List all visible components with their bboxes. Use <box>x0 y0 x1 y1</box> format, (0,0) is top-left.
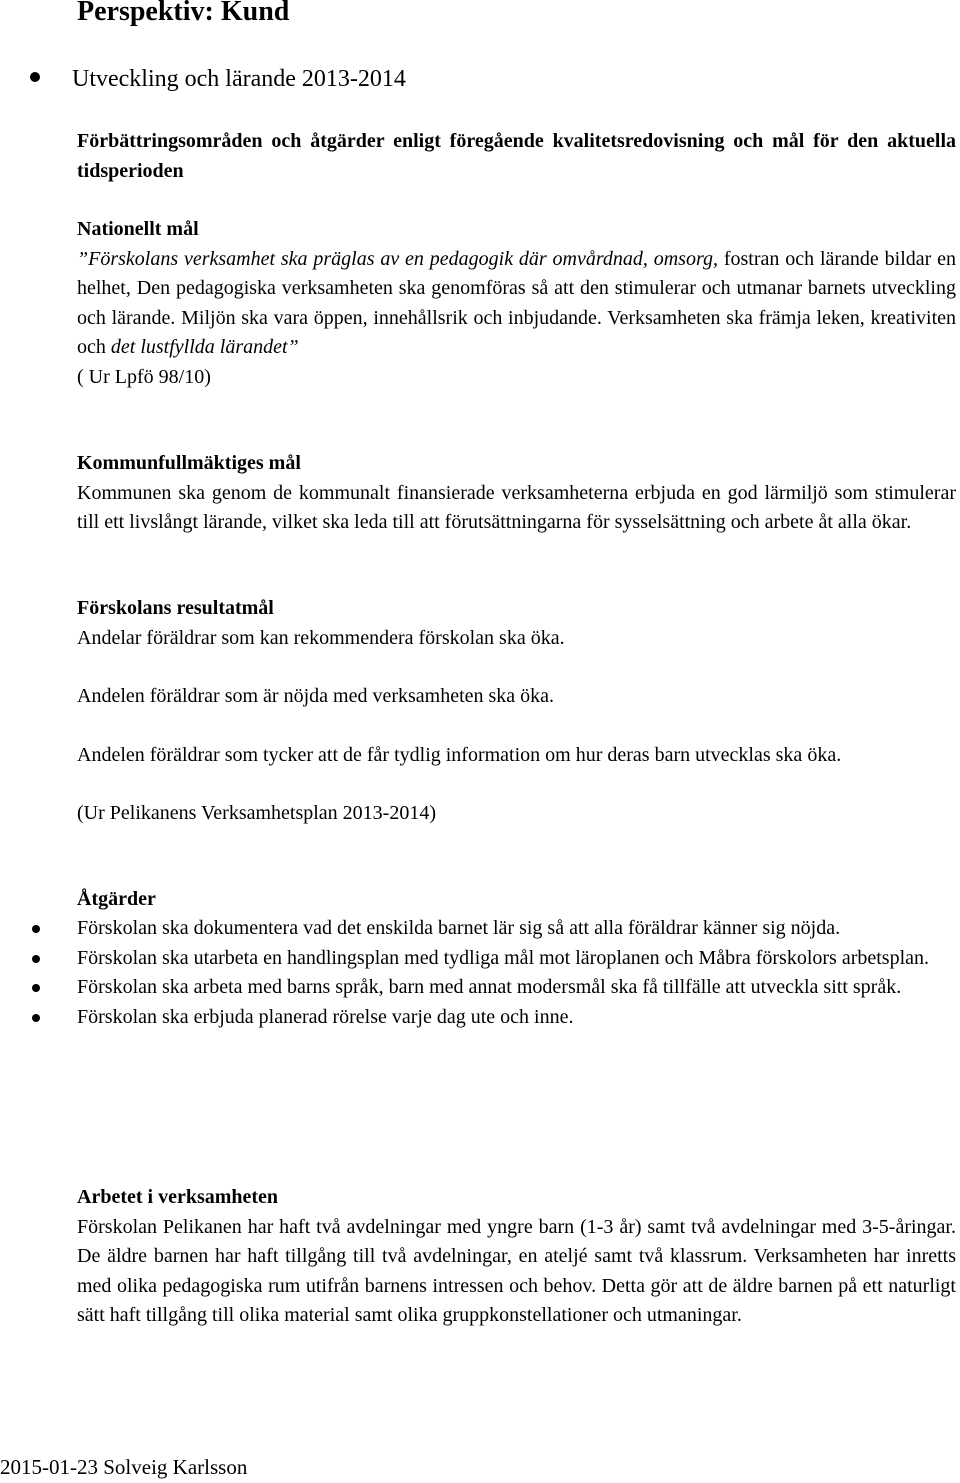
actions-heading: Åtgärder <box>77 888 156 910</box>
national-goal-source: ( Ur Lpfö 98/10) <box>77 365 211 388</box>
preschool-goals-source: (Ur Pelikanens Verksamhetsplan 2013-2014) <box>77 802 437 824</box>
list-item <box>30 914 956 944</box>
bullet-icon <box>32 1014 40 1022</box>
action-text: Förskolan ska utarbeta en handlingsplan med tydliga mål mot läroplanen och Måbra förskolors arbetsplan. <box>77 946 930 969</box>
list-item <box>30 944 956 974</box>
work-heading: Arbetet i verksamheten <box>77 1186 279 1208</box>
actions-list <box>30 914 956 1032</box>
national-goal-section <box>77 215 956 392</box>
action-text: Förskolan ska arbeta med barns språk, barn med annat modersmål ska få tillfälle att utveckla sitt språk. <box>77 976 902 998</box>
national-goal-quote <box>77 245 956 363</box>
improvement-heading: Förbättringsområden och åtgärder enligt föregående kvalitetsredovisning och mål för den aktuella tidsperioden <box>77 130 956 182</box>
main-bullet-label: Utveckling och lärande 2013-2014 <box>72 66 406 92</box>
bullet-icon <box>32 955 40 963</box>
action-text: Förskolan ska dokumentera vad det enskilda barnet lär sig så att alla föräldrar känner sig nöjda. <box>77 917 841 939</box>
bullet-icon <box>32 925 40 933</box>
work-text: Förskolan Pelikanen har haft två avdelningar med yngre barn (1-3 år) samt två avdelningar med 3-5-åringar. De äldre barnen har haft tillgång till två avdelningar, en ateljé samt två klassrum. Verksamheten har inretts med olika pedagogiska rum utifrån barnens intressen och behov. Detta gör att de äldre barnen på ett naturligt sätt haft tillgång till olika material samt olika gruppkonstellationer och utmaningar. <box>77 1215 956 1326</box>
municipal-goal-heading: Kommunfullmäktiges mål <box>77 452 301 474</box>
action-text: Förskolan ska erbjuda planerad rörelse varje dag ute och inne. <box>77 1005 574 1028</box>
quote-italic-end: det lustfyllda lärandet” <box>110 336 299 358</box>
municipal-goal-section <box>77 449 956 538</box>
preschool-goal-item: Andelar föräldrar som kan rekommendera förskolan ska öka. <box>77 626 565 649</box>
list-item <box>30 1003 956 1033</box>
preschool-goal-item: Andelen föräldrar som är nöjda med verksamheten ska öka. <box>77 685 555 707</box>
quote-body: fostran och lärande bildar en helhet, Den pedagogiska verksamheten ska genomföras så att den stimulerar och utmanar barnets utveckling och lärande. Miljön ska vara öppen, innehållsrik och inbjudande. Verksamheten ska främja leken, kreativiten och <box>77 247 957 358</box>
footer-text: 2015-01-23 Solveig Karlsson <box>0 1455 248 1479</box>
bullet-icon <box>32 984 40 992</box>
preschool-goals-section <box>77 594 956 829</box>
preschool-goal-item: Andelen föräldrar som tycker att de får tydlig information om hur deras barn utvecklas ska öka. <box>77 743 842 766</box>
quote-italic-start: ”Förskolans verksamhet ska präglas av en pedagogik där omvårdnad, omsorg, <box>77 247 719 270</box>
bullet-icon <box>30 72 40 82</box>
main-bullet-item <box>30 66 406 93</box>
list-item <box>30 973 956 1003</box>
national-goal-heading: Nationellt mål <box>77 218 199 240</box>
page-title: Perspektiv: Kund <box>77 0 290 27</box>
municipal-goal-text: Kommunen ska genom de kommunalt finansierade verksamheterna erbjuda en god lärmiljö som stimulerar till ett livslångt lärande, vilket ska leda till att förutsättningarna för sysselsättning och arbete åt alla ökar. <box>77 481 956 533</box>
work-section <box>77 1183 956 1331</box>
preschool-goals-heading: Förskolans resultatmål <box>77 597 274 619</box>
